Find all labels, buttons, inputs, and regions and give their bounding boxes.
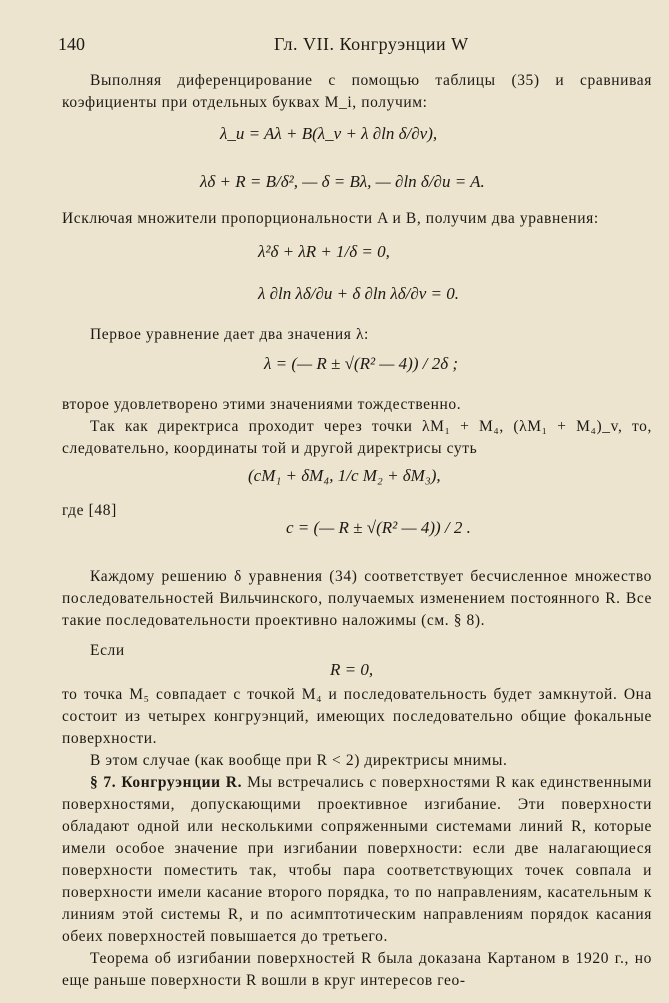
paragraph-8: то точка M₅ совпадает с точкой M₄ и последовательность будет замкнутой. Она состоит из четырех конгруэнций, имеющих последовательно общие фокальные поверхности.: [62, 686, 652, 747]
paragraph-6: Каждому решению δ уравнения (34) соответствует бесчисленное множество последовательностей Вильчинского, получаемых изменением постоянного R. Все такие последовательности проективно наложимы (см. § 8).: [62, 568, 652, 629]
paragraph-11: Теорема об изгибании поверхностей R была доказана Картаном в 1920 г., но еще раньше поверхности R вошли в круг интересов гео-: [62, 950, 652, 989]
paragraph-5: Так как директриса проходит через точки λM₁ + M₄, (λM₁ + M₄)_v, то, следовательно, координаты той и другой директрисы суть: [62, 418, 652, 457]
equation-7: c = (— R ± √(R² — 4)) / 2 .: [286, 518, 471, 537]
paragraph-1: Выполняя диференцирование с помощью таблицы (35) и сравнивая коэфициенты при отдельных буквах M_i, получим:: [62, 72, 652, 111]
paragraph-7: Если: [90, 642, 125, 659]
equation-3: λ²δ + λR + 1/δ = 0,: [258, 242, 390, 261]
section-heading: § 7. Конгруэнции R.: [90, 774, 243, 791]
equation-2: λδ + R = B/δ², — δ = Bλ, — ∂ln δ/∂u = A.: [200, 172, 485, 191]
equation-5: λ = (— R ± √(R² — 4)) / 2δ ;: [264, 354, 459, 373]
paragraph-10-text: Мы встречались с поверхностями R как единственными поверхностями, допускающими проективное изгибание. Эти поверхности обладают одной или несколькими сопряженными системами линий R, которые имели особое значение при изгибании поверхности: если две налагающиеся поверхности поместить так, чтобы пара соответствующих точек совпала и поверхности имели касание второго порядка, то по направлениям, касательным к линиям этой системы R, и по асимптотическим направлениям порядок касания обеих поверхностей повышается до третьего.: [62, 774, 652, 945]
page-header: [58, 34, 629, 58]
page-number: 140: [58, 34, 85, 54]
equation-6: (cM₁ + δM₄, 1/c M₂ + δM₃),: [248, 466, 441, 485]
paragraph-10: [62, 772, 652, 948]
paragraph-3: Первое уравнение дает два значения λ:: [90, 326, 369, 343]
running-head: Гл. VII. Конгруэнции W: [274, 34, 469, 54]
where-label: где [48]: [62, 502, 117, 519]
equation-4: λ ∂ln λδ/∂u + δ ∂ln λδ/∂v = 0.: [258, 284, 460, 303]
equation-1: λ_u = Aλ + B(λ_v + λ ∂ln δ/∂v),: [220, 124, 438, 143]
paragraph-4: второе удовлетворено этими значениями тождественно.: [62, 396, 462, 413]
paragraph-2: Исключая множители пропорциональности A и B, получим два уравнения:: [62, 210, 599, 227]
paragraph-9: В этом случае (как вообще при R < 2) директрисы мнимы.: [90, 752, 508, 769]
equation-8: R = 0,: [330, 660, 374, 679]
